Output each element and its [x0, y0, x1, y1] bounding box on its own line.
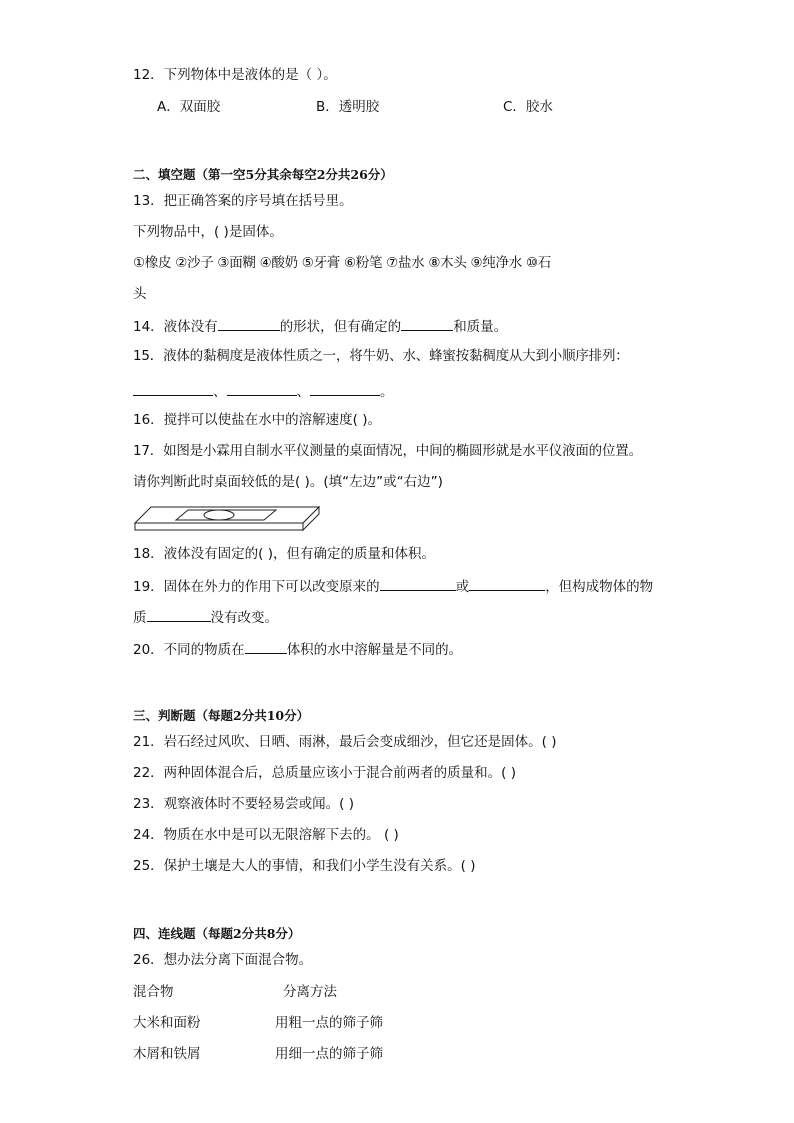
q26-header-left: 混合物 [133, 984, 174, 1000]
q15-sep2: 、 [296, 384, 310, 400]
q19-line1 [133, 576, 653, 596]
q15-end: 。 [380, 384, 394, 400]
q13-wrap: 头 [133, 286, 147, 302]
level-bubble [204, 510, 234, 520]
q14-blank-2[interactable] [401, 316, 453, 331]
q26-row-right[interactable]: 用细一点的筛子筛 [275, 1046, 383, 1062]
section-title-judgement: 三、判断题（每题2分共10分） [133, 708, 310, 723]
q13-stem: 13．把正确答案的序号填在括号里。 [133, 193, 353, 209]
q19-text-a: 19．固体在外力的作用下可以改变原来的 [133, 579, 380, 595]
q19-blank-3[interactable] [147, 607, 211, 622]
q23: 23．观察液体时不要轻易尝或闻。( ) [133, 796, 355, 812]
q19-text-b: 或 [455, 579, 470, 595]
q17-line2: 请你判断此时桌面较低的是( )。(填“左边”或“右边”) [133, 474, 443, 490]
q14-text-a: 14．液体没有 [133, 319, 218, 335]
q26-row-left[interactable]: 木屑和铁屑 [133, 1046, 201, 1062]
q14-line [133, 316, 507, 336]
q16-stem: 16．搅拌可以使盐在水中的溶解速度( )。 [133, 412, 382, 428]
q15-sep1: 、 [213, 384, 227, 400]
q15-blank-3[interactable] [310, 381, 380, 396]
q19-blank-2[interactable] [469, 576, 545, 591]
q15-stem: 15．液体的黏稠度是液体性质之一，将牛奶、水、蜂蜜按黏稠度从大到小顺序排列： [133, 348, 629, 364]
q19-text-c: ，但构成物体的物 [545, 579, 654, 595]
q17-stem: 17．如图是小霖用自制水平仪测量的桌面情况，中间的椭圆形就是水平仪液面的位置。 [133, 443, 642, 459]
q20-blank[interactable] [245, 639, 287, 654]
table-front [135, 523, 303, 530]
section-title-matching: 四、连线题（每题2分共8分） [133, 926, 301, 941]
q19-blank-1[interactable] [380, 576, 456, 591]
q12-option-a[interactable]: A．双面胶 [157, 99, 221, 115]
level-table-figure [133, 503, 323, 533]
q12-option-c[interactable]: C．胶水 [503, 99, 553, 115]
q14-blank-1[interactable] [218, 316, 280, 331]
q15-blank-1[interactable] [133, 381, 213, 396]
q26-header-right: 分离方法 [283, 984, 337, 1000]
q21: 21．岩石经过风吹、日晒、雨淋，最后会变成细沙，但它还是固体。( ) [133, 734, 557, 750]
q19-text-d: 质 [133, 610, 147, 626]
q20-line [133, 639, 462, 659]
q13-items: ①橡皮 ②沙子 ③面糊 ④酸奶 ⑤牙膏 ⑥粉笔 ⑦盐水 ⑧木头 ⑨纯净水 ⑩石 [133, 255, 551, 271]
q13-line2: 下列物品中，( )是固体。 [133, 224, 283, 240]
q19-text-e: 没有改变。 [210, 610, 278, 626]
q20-text-a: 20．不同的物质在 [133, 642, 245, 658]
section-title-fill-in: 二、填空题（第一空5分其余每空2分共26分） [133, 167, 393, 182]
q19-line2 [133, 607, 278, 627]
q14-text-b: 的形状，但有确定的 [279, 319, 402, 335]
q15-blank-2[interactable] [227, 381, 297, 396]
q20-text-b: 体积的水中溶解量是不同的。 [286, 642, 463, 658]
q12-option-b[interactable]: B．透明胶 [316, 99, 380, 115]
q18-stem: 18．液体没有固定的( )，但有确定的质量和体积。 [133, 546, 436, 562]
q14-text-c: 和质量。 [453, 319, 508, 335]
q15-answer-line [133, 381, 394, 401]
q25: 25．保护土壤是大人的事情，和我们小学生没有关系。( ) [133, 858, 476, 874]
q22: 22．两种固体混合后，总质量应该小于混合前两者的质量和。( ) [133, 765, 517, 781]
q24: 24．物质在水中是可以无限溶解下去的。 ( ) [133, 827, 399, 843]
q26-row-left[interactable]: 大米和面粉 [133, 1015, 201, 1031]
q26-stem: 26．想办法分离下面混合物。 [133, 952, 313, 968]
q12-stem: 12．下列物体中是液体的是（ ）。 [133, 67, 337, 83]
q26-row-right[interactable]: 用粗一点的筛子筛 [275, 1015, 383, 1031]
